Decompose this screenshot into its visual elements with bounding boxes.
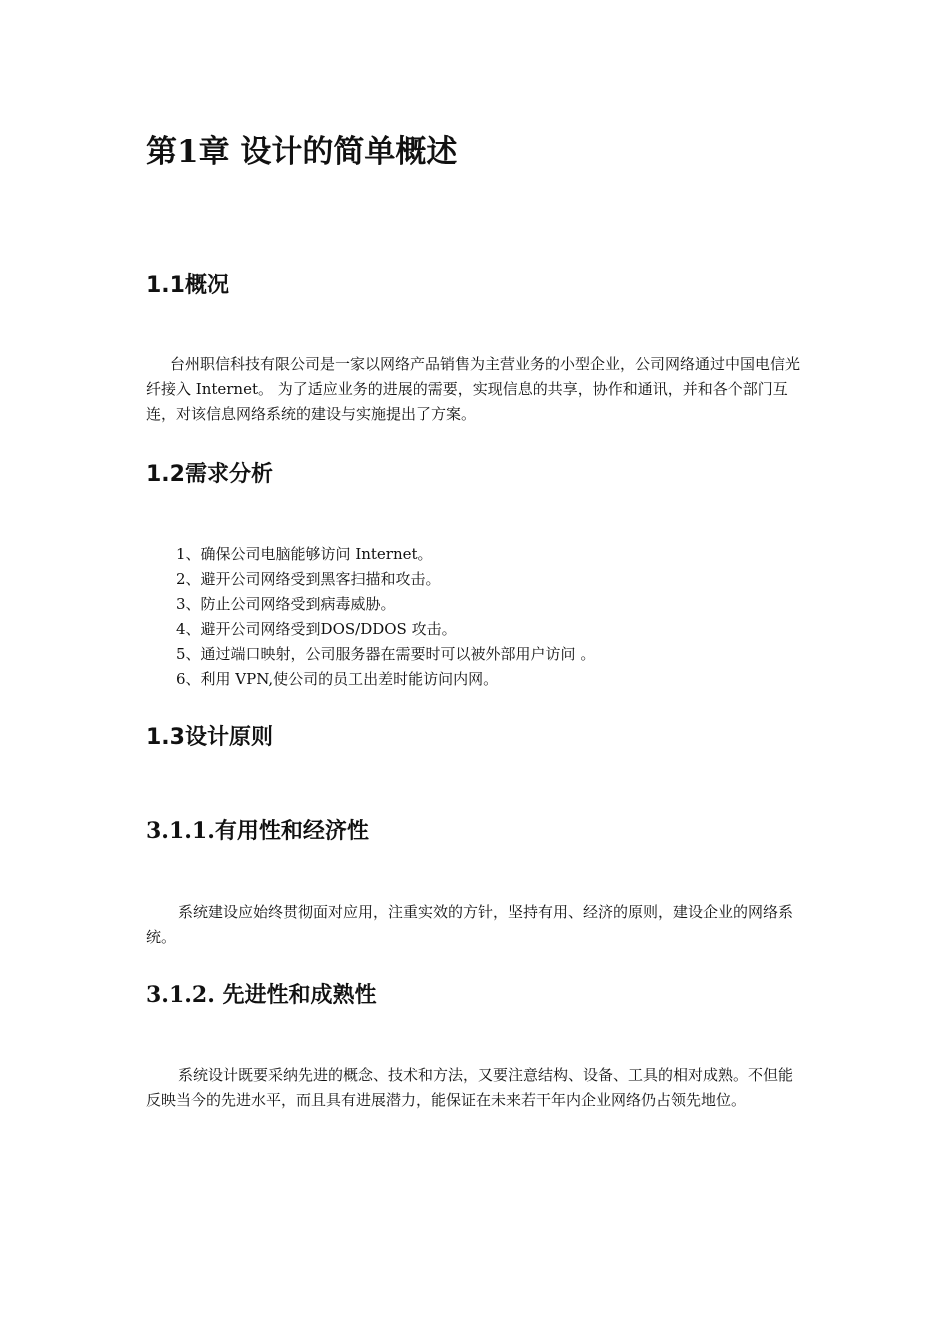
list-item: 6、利用 VPN,使公司的员工出差时能访问内网。 [176, 670, 499, 688]
practicality-paragraph: 系统建设应始终贯彻面对应用，注重实效的方针，坚持有用、经济的原则，建设企业的网络系统。 [146, 903, 794, 946]
section-heading-requirements: 1.2需求分析 [146, 462, 273, 487]
chapter-title: 第1章 设计的简单概述 [146, 134, 458, 170]
overview-paragraph: 台州职信科技有限公司是一家以网络产品销售为主营业务的小型企业，公司网络通过中国电信光纤接入 Internet。 为了适应业务的进展的需要，实现信息的共享，协作和通讯，并和各个部门互连，对该信息网络系统的建设与实施提出了方案。 [146, 355, 801, 423]
subsection-heading-advancement: 3.1.2. 先进性和成熟性 [146, 982, 377, 1008]
subsection-heading-practicality: 3.1.1.有用性和经济性 [146, 818, 369, 844]
list-item: 2、避开公司网络受到黑客扫描和攻击。 [176, 570, 441, 588]
section-heading-overview: 1.1概况 [146, 273, 229, 298]
list-item: 3、防止公司网络受到病毒威胁。 [176, 595, 396, 613]
list-item: 5、通过端口映射，公司服务器在需要时可以被外部用户访问 。 [176, 645, 596, 663]
list-item: 4、避开公司网络受到DOS/DDOS 攻击。 [176, 620, 457, 638]
requirements-list [176, 542, 796, 692]
list-item: 1、确保公司电脑能够访问 Internet。 [176, 545, 433, 563]
advancement-paragraph: 系统设计既要采纳先进的概念、技术和方法，又要注意结构、设备、工具的相对成熟。不但能反映当今的先进水平，而且具有进展潜力，能保证在未来若干年内企业网络仍占领先地位。 [146, 1066, 794, 1109]
section-heading-principles: 1.3设计原则 [146, 725, 273, 750]
